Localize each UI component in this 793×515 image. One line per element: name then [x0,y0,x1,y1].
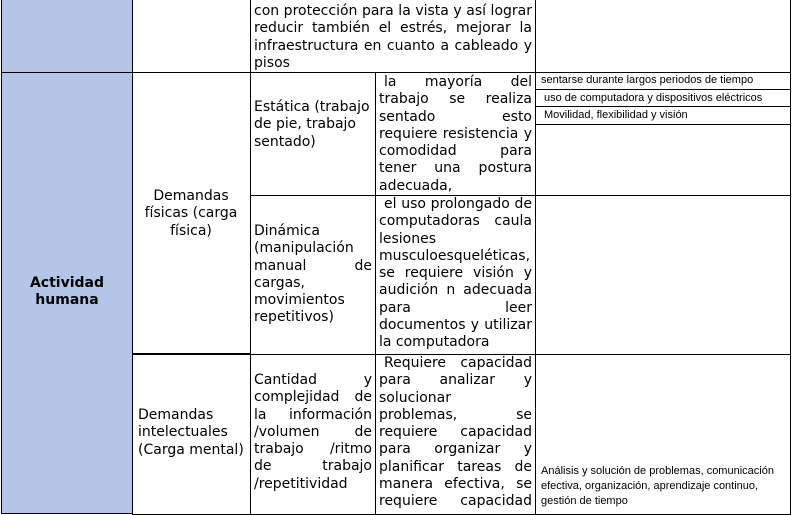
estatica-description: la mayoría del trabajo se realiza sentado esto requiere resistencia y comodidad para tener una postura adecuada, [379,74,532,194]
dinamica-description: el uso prolongado de computadoras caula lesiones musculoesqueléticas, se requiere visión y audición n adecuada para leer documentos y utilizar la computadora [379,196,532,351]
cantidad-label: Cantidad y complejidad de la información /volumen de trabajo /ritmo de trabajo /repetitividad [254,372,372,492]
demandas-intelectuales-label: Demandas intelectuales (Carga mental) [138,407,244,458]
cantidad-note: Análisis y solución de problemas, comunicación efectiva, organización, aprendizaje continuo, gestión de tiempo [541,465,774,507]
top-row-text: con protección para la vista y así lograr reducir también el estrés, mejorar la infraestructura en cuanto a cableado y pisos [254,3,532,71]
estatica-note-2: uso de computadora y dispositivos eléctricos [544,92,763,104]
top-row-blank-cell [132,0,251,73]
estatica-note-3: Movilidad, flexibilidad y visión [544,109,688,121]
top-row-notes-cell [535,0,791,73]
demandas-fisicas-label: Demandas físicas (carga física) [144,188,238,239]
note-row-divider-3 [535,124,791,125]
dinamica-label: Dinámica (manipulación manual de cargas, movimientos repetitivos) [254,223,372,326]
note-row-divider-2 [535,106,791,107]
estatica-label: Estática (trabajo de pie, trabajo sentado) [254,99,370,150]
dinamica-notes-cell [535,195,791,355]
estatica-note-1: sentarse durante largos periodos de tiempo [541,74,754,86]
category-column-top [1,0,133,72]
cantidad-description: Requiere capacidad para analizar y solucionar problemas, se requiere capacidad para organizar y planificar tareas de manera efectiva, se requiere capacidad [379,355,532,510]
note-row-divider-1 [535,89,791,90]
section-label: Actividad humana [29,275,105,308]
